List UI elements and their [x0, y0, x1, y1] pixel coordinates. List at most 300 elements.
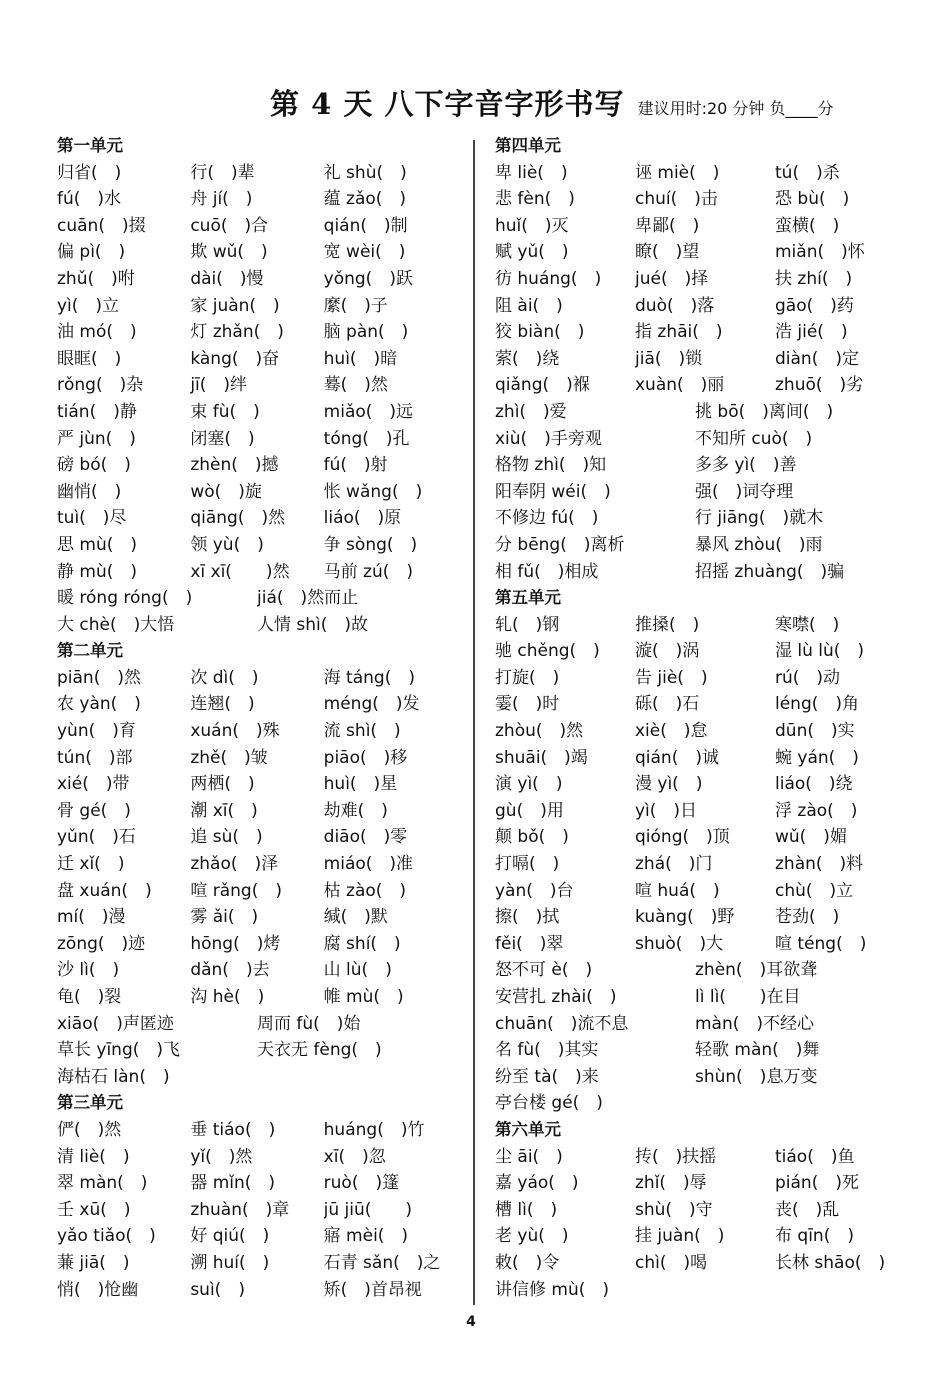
exercise-item: jué( )择 [635, 268, 709, 289]
exercise-item: 蜿 yán( ) [775, 747, 859, 768]
exercise-item [695, 1090, 915, 1117]
exercise-row [495, 878, 915, 905]
exercise-row [495, 851, 915, 878]
exercise-row [57, 239, 457, 266]
exercise-item: xiāo( )声匿迹 [57, 1013, 174, 1034]
exercise-item: zhòu( )然 [495, 721, 584, 742]
exercise-item: 暴风 zhòu( )雨 [695, 534, 823, 555]
exercise-row [495, 532, 915, 559]
exercise-item: 严 jùn( ) [57, 428, 136, 449]
exercise-item: tiáo( )鱼 [775, 1146, 855, 1167]
exercise-item: 喧 rǎng( ) [190, 880, 282, 901]
exercise-row [57, 160, 457, 187]
exercise-item: 幽悄( ) [57, 481, 122, 502]
exercise-item: yǒng( )跃 [323, 268, 413, 289]
exercise-item: 人情 shì( )故 [257, 614, 369, 635]
exercise-row [495, 239, 915, 266]
exercise-row [57, 1144, 457, 1171]
exercise-row [57, 931, 457, 958]
exercise-item: shuāi( )竭 [495, 747, 588, 768]
exercise-item: 阳奉阴 wéi( ) [495, 481, 611, 502]
exercise-item: 寤 mèi( ) [323, 1226, 409, 1247]
exercise-item: 狡 biàn( ) [495, 322, 585, 343]
exercise-item: 霎( )时 [495, 694, 560, 715]
exercise-row [495, 479, 915, 506]
exercise-row [495, 718, 915, 745]
exercise-item: dǎn( )去 [190, 960, 270, 981]
exercise-item: xuàn( )丽 [635, 375, 725, 396]
exercise-item: 多多 yì( )善 [695, 455, 797, 476]
exercise-row [495, 505, 915, 532]
exercise-item: tú( )杀 [775, 162, 840, 183]
exercise-item: 大 chè( )大悟 [57, 614, 175, 635]
exercise-item: lì lì( )在目 [695, 987, 801, 1007]
exercise-item: 追 sù( ) [190, 827, 263, 848]
exercise-row [57, 957, 457, 984]
exercise-item: ruò( )篷 [323, 1173, 400, 1194]
exercise-item: miǎo( )远 [323, 401, 414, 422]
exercise-item: 抟( )扶摇 [635, 1146, 717, 1167]
exercise-item: 诬 miè( ) [635, 162, 720, 183]
exercise-row [57, 319, 457, 346]
unit-heading: 第三单元 [57, 1093, 123, 1113]
exercise-item: 脑 pàn( ) [323, 322, 409, 343]
exercise-item: 老 yù( ) [495, 1226, 569, 1247]
exercise-item: jiā( )锁 [635, 348, 703, 369]
exercise-item: 相 fǔ( )相成 [495, 561, 599, 582]
exercise-row [57, 293, 457, 320]
exercise-item: zhì( )爱 [495, 401, 567, 422]
exercise-item: liáo( )原 [323, 508, 402, 529]
exercise-item [257, 1064, 457, 1091]
right-column [495, 133, 915, 1303]
exercise-item: hōng( )烤 [190, 933, 281, 954]
exercise-item: mí( )漫 [57, 907, 126, 928]
exercise-item: 萦( )绕 [495, 348, 560, 369]
exercise-item: 礼 shù( ) [323, 162, 407, 183]
exercise-row [57, 771, 457, 798]
exercise-item: 瞭( )望 [635, 242, 700, 263]
exercise-item: 长林 shāo( ) [775, 1252, 886, 1273]
exercise-item: zhě( )皱 [190, 747, 268, 768]
exercise-item: 清 liè( ) [57, 1146, 130, 1167]
exercise-item: 束 fù( ) [190, 401, 260, 422]
exercise-row [57, 559, 457, 586]
exercise-item: 砾( )石 [635, 694, 700, 715]
exercise-row [495, 612, 915, 639]
exercise-row [57, 1223, 457, 1250]
exercise-item: 农 yàn( ) [57, 694, 141, 715]
exercise-item: 喧 téng( ) [775, 933, 867, 954]
exercise-item: léng( )角 [775, 694, 860, 715]
exercise-item: zhǔ( )咐 [57, 268, 135, 289]
exercise-item: yì( )立 [57, 295, 120, 316]
exercise-item: 争 sòng( ) [323, 534, 418, 555]
exercise-item: 宽 wèi( ) [323, 242, 406, 263]
exercise-row [495, 346, 915, 373]
exercise-row [57, 718, 457, 745]
exercise-item: 縻( )子 [323, 295, 388, 316]
exercise-item: 帷 mù( ) [323, 987, 404, 1007]
exercise-row [495, 426, 915, 453]
exercise-item: 驰 chěng( ) [495, 641, 600, 662]
exercise-item: 怅 wǎng( ) [323, 481, 423, 502]
exercise-item: qiǎng( )褓 [495, 375, 590, 396]
exercise-item: miáo( )准 [323, 854, 414, 875]
page-header [270, 82, 834, 123]
exercise-item: chù( )立 [775, 880, 854, 901]
exercise-item: 行( )辈 [190, 162, 255, 183]
exercise-item: zhǎo( )泽 [190, 854, 279, 875]
exercise-item: 安营扎 zhài( ) [495, 987, 617, 1007]
exercise-row [495, 1170, 915, 1197]
exercise-item: 推搡( ) [635, 614, 700, 635]
exercise-item: 壬 xū( ) [57, 1199, 131, 1220]
exercise-row [57, 798, 457, 825]
exercise-item: zhàn( )料 [775, 854, 864, 875]
exercise-item: 山 lù( ) [323, 960, 392, 981]
exercise-item: xī( )忽 [323, 1146, 386, 1167]
exercise-item: 石青 sǎn( )之 [323, 1252, 441, 1273]
exercise-item: zhèn( )耳欲聋 [695, 960, 818, 981]
exercise-item: shù( )守 [635, 1199, 713, 1220]
exercise-item: 偏 pì( ) [57, 242, 126, 263]
exercise-row [57, 266, 457, 293]
exercise-item: qián( )诚 [635, 747, 719, 768]
exercise-item: 悲 fèn( ) [495, 189, 575, 210]
exercise-item: dài( )慢 [190, 268, 264, 289]
exercise-item: diāo( )零 [323, 827, 408, 848]
exercise-item: 嘉 yáo( ) [495, 1173, 579, 1194]
exercise-row [57, 612, 457, 639]
exercise-item: yàn( )台 [495, 880, 574, 901]
exercise-item: 两栖( ) [190, 774, 255, 795]
exercise-item: 好 qiú( ) [190, 1226, 270, 1247]
exercise-item: xié( )带 [57, 774, 130, 795]
exercise-item: màn( )不经心 [695, 1013, 815, 1034]
exercise-item: 名 fù( )其实 [495, 1040, 599, 1061]
exercise-row [495, 160, 915, 187]
exercise-item: 暖 róng róng( ) [57, 588, 193, 609]
exercise-item: 蓦( )然 [323, 375, 388, 396]
exercise-item: 讲信修 mù( ) [495, 1279, 610, 1300]
exercise-item: piāo( )移 [323, 747, 408, 768]
exercise-row [495, 957, 915, 984]
exercise-row [57, 186, 457, 213]
exercise-row [57, 1037, 457, 1064]
exercise-item: 告 jiè( ) [635, 667, 708, 688]
exercise-row [495, 372, 915, 399]
exercise-item: 槽 lì( ) [495, 1199, 558, 1220]
exercise-row [57, 479, 457, 506]
exercise-item: 灯 zhǎn( ) [190, 322, 284, 343]
exercise-item: 分 bēng( )离析 [495, 534, 625, 555]
exercise-item: 卑鄙( ) [635, 215, 700, 236]
exercise-item: 悄( )怆幽 [57, 1279, 139, 1300]
unit-heading: 第一单元 [57, 136, 123, 155]
exercise-item: chì( )喝 [635, 1252, 708, 1273]
exercise-item: 轻歌 màn( )舞 [695, 1040, 820, 1061]
exercise-item: qián( )制 [323, 215, 408, 236]
exercise-item: 扶 zhí( ) [775, 268, 853, 289]
exercise-item: 赋 yǔ( ) [495, 242, 569, 263]
exercise-row [57, 346, 457, 373]
exercise-row [57, 665, 457, 692]
exercise-row [495, 452, 915, 479]
exercise-item: 轧( )钢 [495, 614, 560, 635]
exercise-row [57, 505, 457, 532]
exercise-item: gù( )用 [495, 800, 564, 821]
exercise-row [495, 319, 915, 346]
exercise-item: 漩( )涡 [635, 641, 700, 662]
exercise-item: fú( )水 [57, 189, 122, 210]
exercise-item: rǒng( )杂 [57, 375, 144, 396]
exercise-item: 龟( )裂 [57, 987, 122, 1007]
exercise-item: 迁 xǐ( ) [57, 854, 125, 875]
exercise-item: 漫 yì( ) [635, 774, 703, 795]
exercise-row [495, 186, 915, 213]
exercise-item: cuān( )掇 [57, 215, 146, 236]
exercise-row [57, 745, 457, 772]
exercise-item: 次 dì( ) [190, 667, 259, 688]
exercise-item: kuàng( )野 [635, 907, 735, 928]
exercise-row [57, 1064, 457, 1091]
exercise-item: 垂 tiáo( ) [190, 1119, 276, 1140]
exercise-item: 亭台楼 gé( ) [495, 1093, 603, 1114]
exercise-row [495, 266, 915, 293]
exercise-item: 打旋( ) [495, 667, 560, 688]
exercise-item: méng( )发 [323, 694, 420, 715]
exercise-row [57, 1117, 457, 1144]
unit-heading: 第二单元 [57, 641, 123, 661]
exercise-item: 指 zhāi( ) [635, 322, 723, 343]
exercise-item: zōng( )迹 [57, 933, 146, 954]
exercise-item: zhá( )门 [635, 854, 713, 875]
exercise-row [57, 1277, 457, 1304]
exercise-row [57, 878, 457, 905]
exercise-row [495, 293, 915, 320]
exercise-item: 怒不可 è( ) [495, 960, 593, 981]
exercise-item: piān( )然 [57, 667, 141, 688]
exercise-item: 纷至 tà( )来 [495, 1066, 599, 1087]
exercise-item: 蒹 jiā( ) [57, 1252, 130, 1273]
exercise-item: 格物 zhì( )知 [495, 455, 607, 476]
exercise-row [495, 1144, 915, 1171]
exercise-item: 尘 āi( ) [495, 1146, 563, 1167]
exercise-item: yǔn( )石 [57, 827, 136, 848]
exercise-row [57, 984, 457, 1011]
unit-heading: 第五单元 [495, 588, 561, 608]
exercise-item: 欺 wǔ( ) [190, 242, 268, 263]
exercise-item: 擦( )拭 [495, 907, 560, 928]
exercise-item: 挑 bō( )离间( ) [695, 401, 834, 422]
exercise-item: 舟 jí( ) [190, 189, 253, 210]
unit-heading: 第四单元 [495, 136, 561, 155]
exercise-item: 草长 yīng( )飞 [57, 1040, 181, 1061]
exercise-item: tuì( )尽 [57, 508, 127, 529]
exercise-row [495, 638, 915, 665]
unit-heading: 第六单元 [495, 1119, 561, 1139]
suggested-time: 建议用时:20 分钟 负____分 [637, 99, 834, 118]
exercise-item: huǐ( )灭 [495, 215, 569, 236]
exercise-row [57, 1197, 457, 1224]
exercise-row [495, 824, 915, 851]
exercise-item: yǐ( )然 [190, 1146, 253, 1167]
exercise-item: 蕴 zǎo( ) [323, 189, 407, 210]
exercise-item: 喧 huá( ) [635, 880, 720, 901]
exercise-item: tún( )部 [57, 747, 133, 768]
exercise-item: wǔ( )媚 [775, 827, 847, 848]
exercise-item: 盘 xuán( ) [57, 880, 152, 901]
exercise-row [495, 691, 915, 718]
exercise-item: jū jiū( ) [323, 1199, 413, 1220]
exercise-row [495, 1197, 915, 1224]
exercise-row [495, 745, 915, 772]
exercise-row [57, 691, 457, 718]
exercise-item: 归省( ) [57, 162, 122, 183]
exercise-row [495, 1090, 915, 1117]
exercise-row [57, 426, 457, 453]
exercise-item: fú( )射 [323, 455, 388, 476]
exercise-item: 寒噤( ) [775, 614, 840, 635]
exercise-row [495, 1250, 915, 1277]
exercise-row [495, 1277, 915, 1304]
exercise-row [57, 1011, 457, 1038]
exercise-item: chuān( )流不息 [495, 1013, 629, 1034]
exercise-row [495, 665, 915, 692]
exercise-row [57, 399, 457, 426]
exercise-row [495, 1037, 915, 1064]
exercise-item: 打嗝( ) [495, 854, 560, 875]
exercise-item: 布 qīn( ) [775, 1226, 854, 1247]
exercise-item [695, 1277, 915, 1304]
exercise-item: 翠 màn( ) [57, 1173, 148, 1194]
exercise-row [495, 1011, 915, 1038]
exercise-item: 沟 hè( ) [190, 987, 265, 1007]
exercise-row [57, 372, 457, 399]
exercise-item: 浮 zào( ) [775, 800, 858, 821]
exercise-item: 敕( )令 [495, 1252, 560, 1273]
exercise-row [57, 1170, 457, 1197]
exercise-item: 俨( )然 [57, 1119, 122, 1140]
exercise-item: qióng( )顶 [635, 827, 730, 848]
exercise-row [57, 904, 457, 931]
exercise-item: kàng( )奋 [190, 348, 280, 369]
exercise-item: liáo( )绕 [775, 774, 853, 795]
exercise-item: shùn( )息万变 [695, 1066, 818, 1087]
exercise-row [57, 452, 457, 479]
exercise-item: 溯 huí( ) [190, 1252, 270, 1273]
exercise-item: qiāng( )然 [190, 508, 286, 529]
exercise-item: 劫难( ) [323, 800, 388, 821]
exercise-item: duò( )落 [635, 295, 715, 316]
exercise-item: jiá( )然而止 [257, 588, 359, 609]
exercise-item: 强( )词夺理 [695, 481, 794, 502]
exercise-item: gāo( )药 [775, 295, 854, 316]
exercise-item: zhuàn( )章 [190, 1199, 290, 1220]
exercise-item: 蛮横( ) [775, 215, 840, 236]
exercise-item: xiù( )手旁观 [495, 428, 602, 449]
exercise-item: 缄( )默 [323, 907, 388, 928]
exercise-item: dūn( )实 [775, 721, 855, 742]
page-title: 第 4 天 八下字音字形书写 [270, 87, 625, 121]
exercise-item: chuí( )击 [635, 189, 718, 210]
exercise-row [57, 851, 457, 878]
exercise-item: 思 mù( ) [57, 534, 138, 555]
exercise-item: wò( )旋 [190, 481, 262, 502]
exercise-row [495, 559, 915, 586]
exercise-row [57, 1250, 457, 1277]
exercise-item: 器 mǐn( ) [190, 1173, 276, 1194]
exercise-item: huì( )暗 [323, 348, 398, 369]
exercise-item: 连翘( ) [190, 694, 255, 715]
exercise-row [495, 213, 915, 240]
exercise-item: 演 yì( ) [495, 774, 563, 795]
exercise-item: 浩 jié( ) [775, 322, 848, 343]
exercise-item: yǎo tiǎo( ) [57, 1226, 156, 1247]
exercise-item: 沙 lì( ) [57, 960, 120, 981]
exercise-item: 矫( )首昂视 [323, 1279, 422, 1300]
exercise-item: 流 shì( ) [323, 721, 401, 742]
exercise-item: rú( )动 [775, 667, 841, 688]
exercise-item: xī xī( )然 [190, 561, 290, 582]
exercise-item: 恐 bù( ) [775, 189, 850, 210]
exercise-item: 湿 lù lù( ) [775, 641, 865, 662]
exercise-item: zhǐ( )辱 [635, 1173, 707, 1194]
exercise-item: zhuō( )劣 [775, 375, 864, 396]
exercise-item: 彷 huáng( ) [495, 268, 602, 289]
exercise-item: 不知所 cuò( ) [695, 428, 813, 449]
exercise-item: 苍劲( ) [775, 907, 840, 928]
exercise-item: 海 táng( ) [323, 667, 415, 688]
exercise-item: tóng( )孔 [323, 428, 410, 449]
exercise-item: miǎn( )怀 [775, 242, 865, 263]
exercise-item: 丧( )乱 [775, 1199, 840, 1220]
exercise-row [495, 798, 915, 825]
exercise-item: 招摇 zhuàng( )骗 [695, 561, 845, 582]
exercise-item: zhèn( )撼 [190, 455, 279, 476]
exercise-item: pián( )死 [775, 1173, 859, 1194]
exercise-item: suì( ) [190, 1279, 245, 1300]
exercise-row [57, 824, 457, 851]
exercise-item: 油 mó( ) [57, 322, 137, 343]
exercise-item: shuò( )大 [635, 933, 724, 954]
exercise-item: 阻 ài( ) [495, 295, 563, 316]
exercise-row [495, 984, 915, 1011]
exercise-item: 不修边 fú( ) [495, 508, 599, 529]
exercise-item: tián( )静 [57, 401, 137, 422]
exercise-item: 马前 zú( ) [323, 561, 414, 582]
exercise-item: 卑 liè( ) [495, 162, 568, 183]
exercise-row [495, 1223, 915, 1250]
exercise-row [57, 532, 457, 559]
exercise-row [57, 585, 457, 612]
exercise-item: xiè( )怠 [635, 721, 708, 742]
exercise-item: 磅 bó( ) [57, 455, 131, 476]
exercise-row [495, 399, 915, 426]
exercise-item: xuán( )殊 [190, 721, 280, 742]
exercise-row [495, 1064, 915, 1091]
exercise-item: 眼眶( ) [57, 348, 122, 369]
exercise-item: 颠 bǒ( ) [495, 827, 569, 848]
exercise-row [57, 213, 457, 240]
left-column [57, 133, 457, 1303]
exercise-item: 家 juàn( ) [190, 295, 280, 316]
exercise-item: 领 yù( ) [190, 534, 264, 555]
exercise-item: 静 mù( ) [57, 561, 138, 582]
exercise-item: 天衣无 fèng( ) [257, 1040, 382, 1061]
exercise-item: 雾 ǎi( ) [190, 907, 259, 928]
